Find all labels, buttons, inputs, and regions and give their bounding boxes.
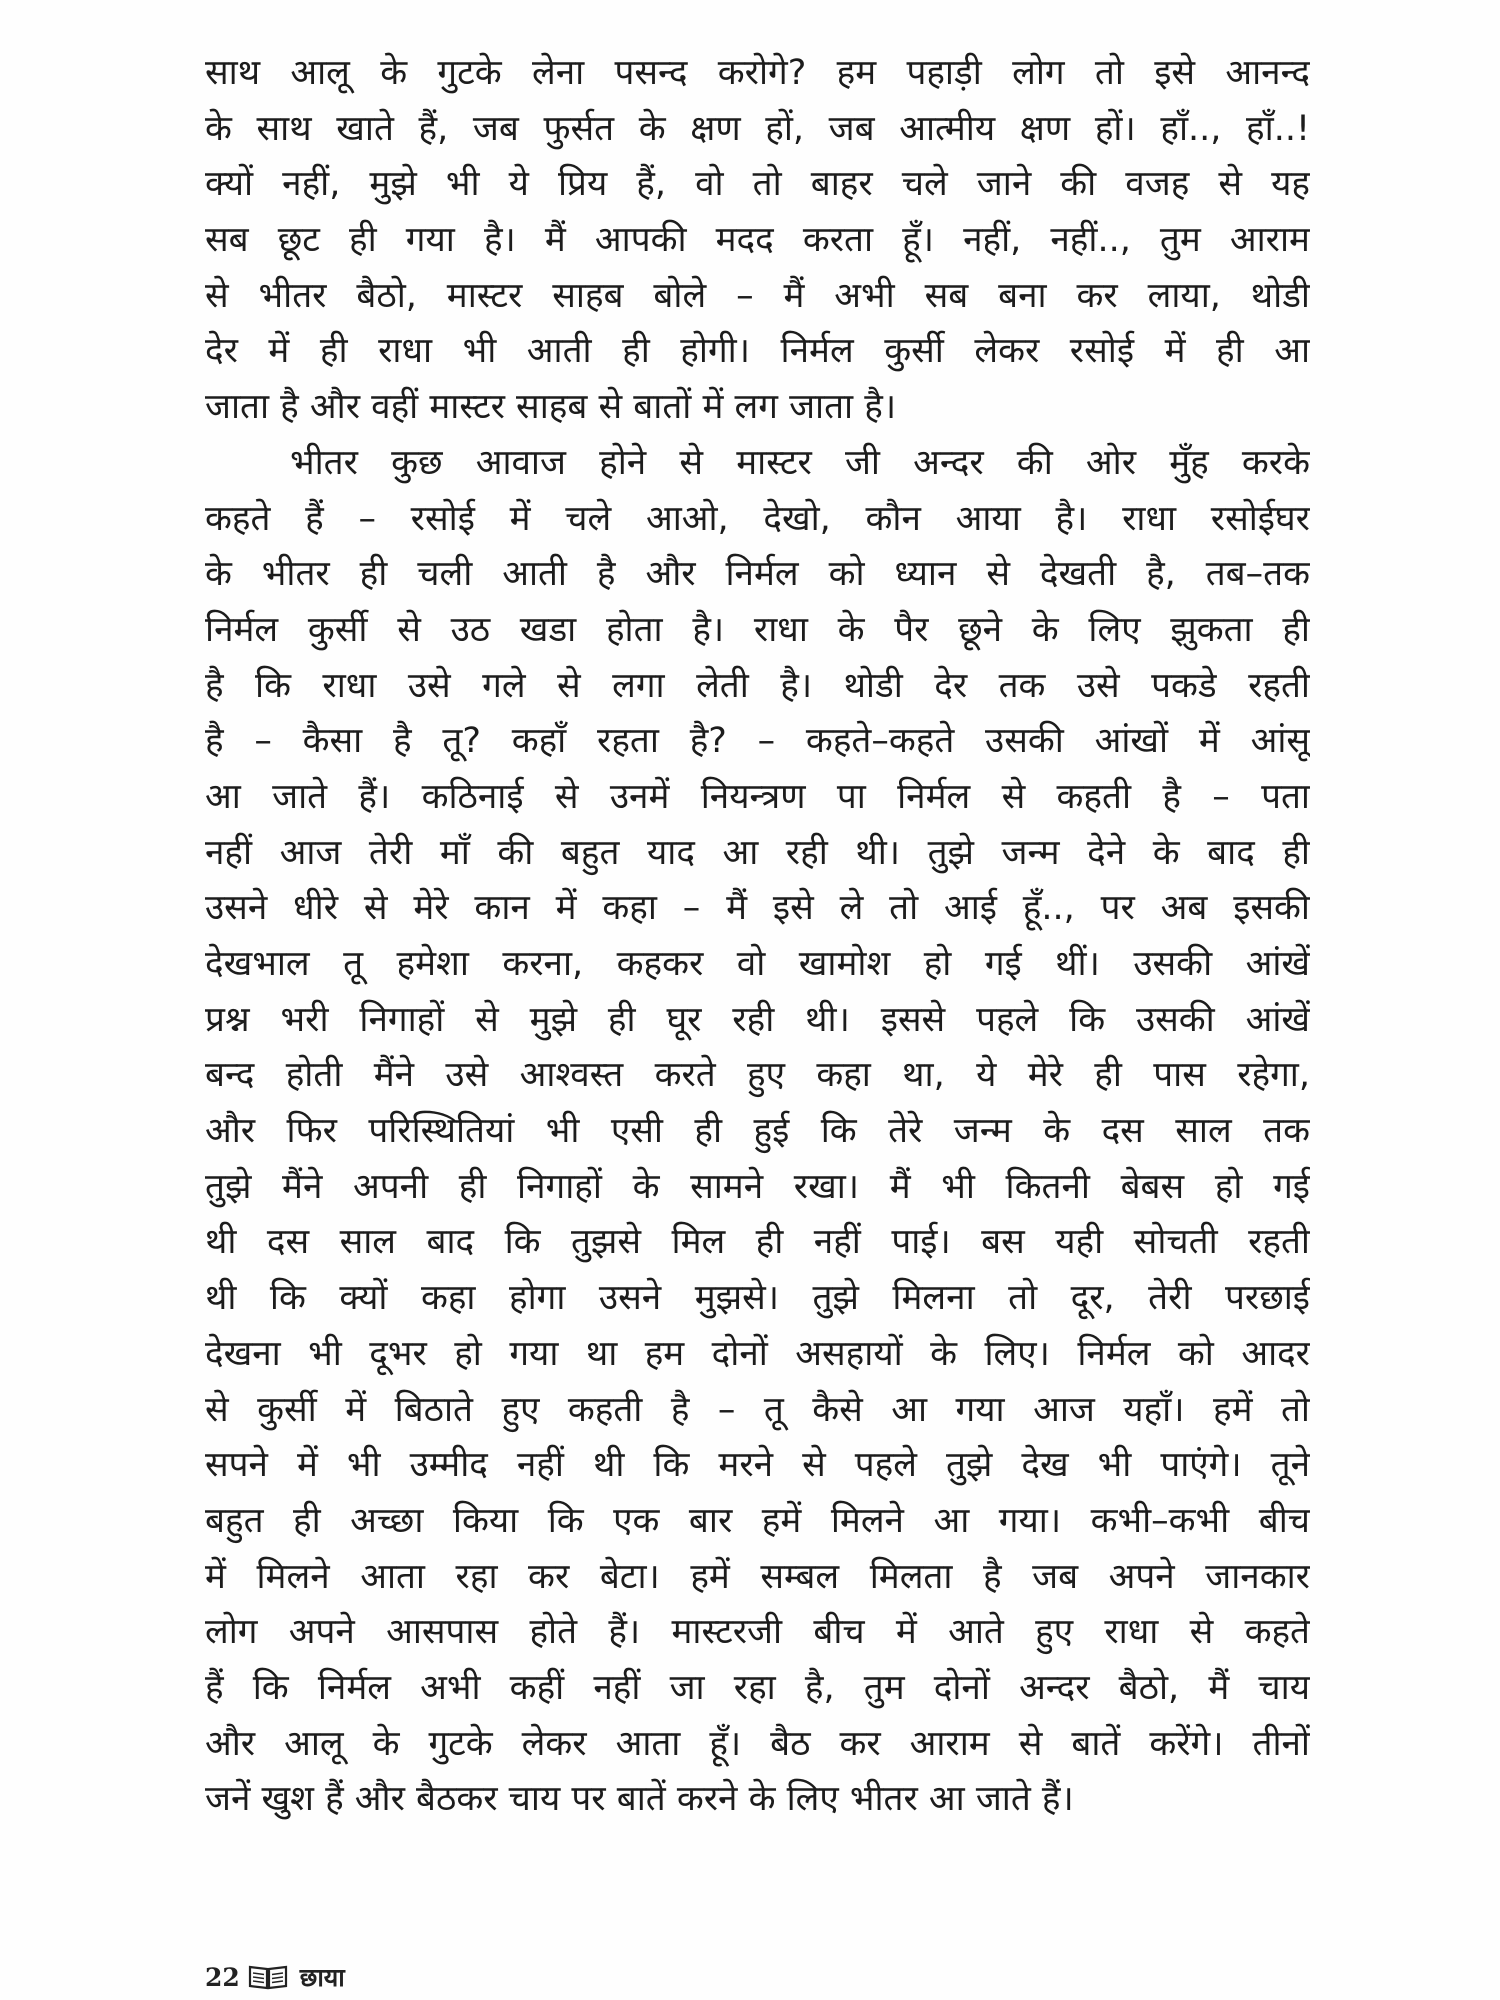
text-line: देखना भी दूभर हो गया था हम दोनों असहायों के लिए। निर्मल को आदर	[205, 1333, 1310, 1374]
text-line: तुझे मैंने अपनी ही निगाहों के सामने रखा। मैं भी कितनी बेबस हो गई	[205, 1166, 1310, 1207]
text-line: सब छूट ही गया है। मैं आपकी मदद करता हूँ। नहीं, नहीं.., तुम आराम	[205, 220, 1310, 261]
text-line: जनें खुश हैं और बैठकर चाय पर बातें करने के लिए भीतर आ जाते हैं।	[205, 1779, 1074, 1820]
text-line: देखभाल तू हमेशा करना, कहकर वो खामोश हो गई थीं। उसकी आंखें	[205, 944, 1310, 984]
text-line: आ जाते हैं। कठिनाई से उनमें नियन्त्रण पा निर्मल से कहती है – पता	[205, 776, 1310, 817]
text-line: सपने में भी उम्मीद नहीं थी कि मरने से पहले तुझे देख भी पाएंगे। तूने	[205, 1445, 1310, 1486]
text-line: लोग अपने आसपास होते हैं। मास्टरजी बीच में आते हुए राधा से कहते	[205, 1612, 1310, 1653]
text-line: थी दस साल बाद कि तुझसे मिल ही नहीं पाई। बस यही सोचती रहती	[205, 1222, 1310, 1263]
open-book-icon	[248, 1964, 288, 1990]
text-line: और आलू के गुटके लेकर आता हूँ। बैठ कर आराम से बातें करेंगे। तीनों	[205, 1723, 1310, 1764]
text-line: के भीतर ही चली आती है और निर्मल को ध्यान से देखती है, तब–तक	[205, 554, 1310, 595]
text-line: से भीतर बैठो, मास्टर साहब बोले – मैं अभी सब बना कर लाया, थोडी	[205, 275, 1310, 316]
text-line: देर में ही राधा भी आती ही होगी। निर्मल कुर्सी लेकर रसोई में ही आ	[205, 331, 1310, 372]
text-line: बन्द होती मैंने उसे आश्वस्त करते हुए कहा था, ये मेरे ही पास रहेगा,	[205, 1055, 1310, 1096]
body-text	[205, 46, 1310, 1828]
text-line: में मिलने आता रहा कर बेटा। हमें सम्बल मिलता है जब अपने जानकार	[205, 1556, 1310, 1597]
text-line: क्यों नहीं, मुझे भी ये प्रिय हैं, वो तो बाहर चले जाने की वजह से यह	[205, 164, 1310, 205]
page-footer	[205, 1960, 345, 1994]
text-line: से कुर्सी में बिठाते हुए कहती है – तू कैसे आ गया आज यहाँ। हमें तो	[205, 1389, 1310, 1430]
text-line: जाता है और वहीं मास्टर साहब से बातों में लग जाता है।	[205, 387, 897, 428]
text-line: निर्मल कुर्सी से उठ खडा होता है। राधा के पैर छूने के लिए झुकता ही	[205, 609, 1310, 650]
book-title: छाया	[299, 1963, 345, 1992]
page-number: 22	[205, 1962, 240, 1992]
text-line: नहीं आज तेरी माँ की बहुत याद आ रही थी। तुझे जन्म देने के बाद ही	[205, 832, 1310, 873]
text-line: उसने धीरे से मेरे कान में कहा – मैं इसे ले तो आई हूँ.., पर अब इसकी	[205, 888, 1310, 929]
text-line: के साथ खाते हैं, जब फुर्सत के क्षण हों, जब आत्मीय क्षण हों। हाँ.., हाँ..!	[205, 108, 1310, 149]
text-line: और फिर परिस्थितियां भी एसी ही हुई कि तेरे जन्म के दस साल तक	[205, 1111, 1310, 1152]
text-line: हैं कि निर्मल अभी कहीं नहीं जा रहा है, तुम दोनों अन्दर बैठो, मैं चाय	[205, 1667, 1310, 1708]
text-line: प्रश्न भरी निगाहों से मुझे ही घूर रही थी। इससे पहले कि उसकी आंखें	[205, 999, 1310, 1040]
text-line: साथ आलू के गुटके लेना पसन्द करोगे? हम पहाड़ी लोग तो इसे आनन्द	[205, 53, 1310, 93]
text-line: कहते हैं – रसोई में चले आओ, देखो, कौन आया है। राधा रसोईघर	[205, 498, 1310, 539]
text-line: है कि राधा उसे गले से लगा लेती है। थोडी देर तक उसे पकडे रहती	[205, 665, 1310, 706]
text-line: भीतर कुछ आवाज होने से मास्टर जी अन्दर की ओर मुँह करके	[290, 442, 1310, 483]
text-line: बहुत ही अच्छा किया कि एक बार हमें मिलने आ गया। कभी–कभी बीच	[205, 1500, 1310, 1541]
text-line: है – कैसा है तू? कहाँ रहता है? – कहते–कहते उसकी आंखों में आंसू	[205, 721, 1310, 762]
text-line: थी कि क्यों कहा होगा उसने मुझसे। तुझे मिलना तो दूर, तेरी परछाई	[205, 1278, 1310, 1319]
